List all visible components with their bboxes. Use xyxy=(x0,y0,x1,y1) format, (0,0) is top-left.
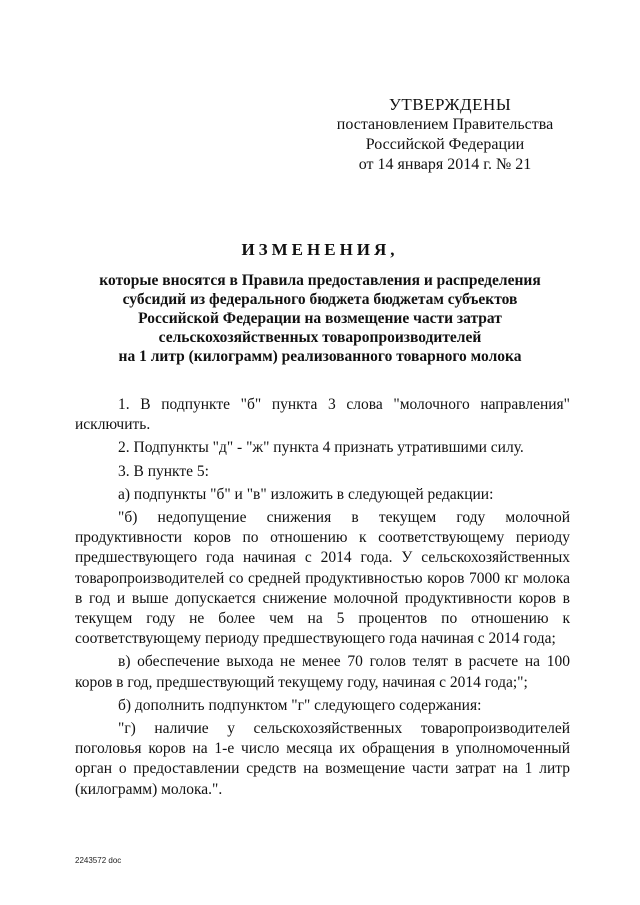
subtitle-line-1: которые вносятся в Правила предоставления и распределения xyxy=(99,272,541,289)
document-title: ИЗМЕНЕНИЯ, xyxy=(241,240,399,259)
approval-line-3: от 14 января 2014 г. № 21 xyxy=(358,156,532,173)
approval-line-2: Российской Федерации xyxy=(365,136,525,153)
paragraph-2: 2. Подпункты "д" - "ж" пункта 4 признать утратившими силу. xyxy=(118,439,524,457)
subtitle-line-4: сельскохозяйственных товаропроизводителей xyxy=(158,329,482,346)
paragraph-3: 3. В пункте 5: xyxy=(118,462,209,480)
subtitle-line-2: субсидий из федерального бюджета бюджетам субъектов xyxy=(122,291,518,308)
file-reference: 2243572 doc xyxy=(75,856,122,865)
subtitle-line-3: Российской Федерации на возмещение части затрат xyxy=(138,310,502,327)
approval-block xyxy=(330,95,560,175)
paragraph-6: в) обеспечение выхода не менее 70 голов телят в расчете на 100 коров в год, предшествующий текущему году, начиная с 2014 года;"; xyxy=(75,653,570,691)
paragraph-1: 1. В подпункте "б" пункта 3 слова "молочного направления" исключить. xyxy=(75,396,570,434)
paragraph-8: "г) наличие у сельскохозяйственных товаропроизводителей поголовья коров на 1-е число месяца их обращения в уполномоченный орган о предоставлении средств на возмещение части затрат на 1 литр (килограмм) молока.". xyxy=(75,720,570,798)
document-subtitle xyxy=(80,271,560,366)
paragraph-5: "б) недопущение снижения в текущем году молочной продуктивности коров по отношению к соответствующему периоду предшествующего года начиная с 2014 года. У сельскохозяйственных товаропроизводителей со средней продуктивностью коров 7000 кг молока в год и выше допускается снижение молочной продуктивности коров в текущем году не более чем на 5 процентов по отношению к соответствующему периоду предшествующего года начиная с 2014 года; xyxy=(75,509,570,648)
paragraph-4: а) подпункты "б" и "в" изложить в следующей редакции: xyxy=(118,485,494,503)
subtitle-line-5: на 1 литр (килограмм) реализованного товарного молока xyxy=(118,348,522,365)
approval-stamp: УТВЕРЖДЕНЫ xyxy=(388,95,512,114)
paragraph-7: б) дополнить подпунктом "г" следующего содержания: xyxy=(118,696,482,714)
document-body xyxy=(75,395,570,800)
approval-line-1: постановлением Правительства xyxy=(336,116,554,133)
